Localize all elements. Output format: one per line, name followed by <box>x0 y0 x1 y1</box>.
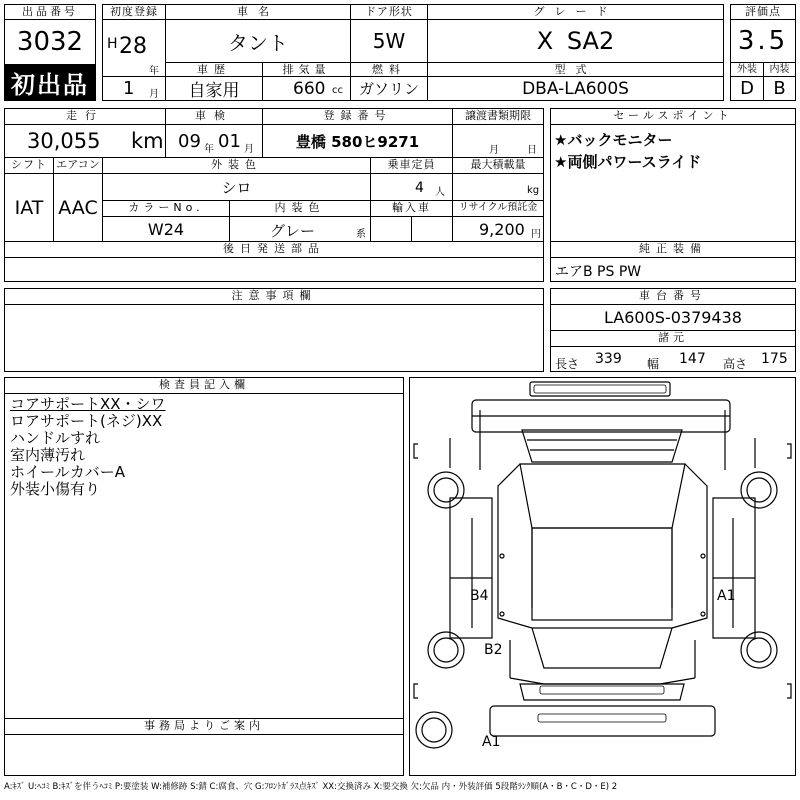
displacement-cell <box>262 76 351 101</box>
door-type: 5W <box>350 19 428 63</box>
specs-row <box>550 346 796 372</box>
car-diagram-svg <box>410 378 795 775</box>
displacement-header: 排気量 <box>262 62 351 77</box>
recycle-unit: 円 <box>531 229 541 240</box>
first-listing-badge: 初出品 <box>4 64 96 101</box>
fuel-header: 燃料 <box>350 62 428 77</box>
color-no: W24 <box>102 216 230 242</box>
sales-point: ★両側パワースライド <box>554 153 702 171</box>
genuine-equipment <box>550 257 796 282</box>
shift-type: IAT <box>4 173 54 242</box>
chassis-header: 車台番号 <box>550 288 796 305</box>
max-load-unit: kg <box>527 185 540 196</box>
inspection-year-unit: 年 <box>204 144 214 155</box>
first-reg-year: 28 <box>119 34 147 59</box>
sales-point: ★バックモニター <box>554 131 673 149</box>
transfer-header: 譲渡書類期限 <box>452 108 544 125</box>
color-no-header: カラーNo. <box>102 200 230 217</box>
office-notes <box>4 734 404 776</box>
later-parts <box>4 257 544 282</box>
recycle-cell <box>452 216 544 242</box>
width-label: 幅 <box>647 357 660 371</box>
fuel-type: ガソリン <box>350 76 428 101</box>
height-value: 175 <box>761 351 788 367</box>
genuine-header: 純正装備 <box>550 241 796 258</box>
mark-a1-bottom: A1 <box>482 734 501 750</box>
ext-color-header: 外装色 <box>102 157 371 174</box>
inspector-note: コアサポートXX・シワ <box>10 395 166 413</box>
displacement: 660 <box>293 79 326 99</box>
grade-header: グレード <box>427 4 724 20</box>
caution-header: 注意事項欄 <box>4 288 544 305</box>
later-parts-header: 後日発送部品 <box>4 241 544 258</box>
aircon-header: エアコン <box>53 157 103 174</box>
vehicle-history: 自家用 <box>165 76 263 101</box>
model-code: DBA-LA600S <box>427 76 724 101</box>
capacity-unit: 人 <box>435 187 445 198</box>
capacity-header: 乗車定員 <box>370 157 453 174</box>
sales-header: セールスポイント <box>550 108 796 125</box>
int-color: グレー <box>270 222 316 240</box>
recycle-fee: 9,200 <box>479 220 525 239</box>
int-score-header: 内装 <box>763 62 796 77</box>
genuine-value: エアB PS PW <box>555 264 642 280</box>
mark-a1-right: A1 <box>717 588 736 604</box>
mileage-header: 走行 <box>4 108 166 125</box>
first-reg-month: 1 <box>123 78 135 99</box>
recycle-header: リサイクル預託金 <box>452 200 544 217</box>
car-name: タント <box>165 19 351 63</box>
overall-score: 3.5 <box>730 19 796 63</box>
mileage-unit: km <box>131 129 164 153</box>
displacement-unit: cc <box>332 85 343 96</box>
width-value: 147 <box>679 351 706 367</box>
score-header: 評価点 <box>730 4 796 20</box>
caution-area <box>4 304 544 372</box>
registration-plate: 豊橋 580ヒ9271 <box>262 124 453 158</box>
import-cell-b <box>411 216 453 242</box>
ext-color: シロ <box>102 173 371 201</box>
max-load-cell <box>452 173 544 201</box>
lot-number-header: 出品番号 <box>4 4 96 20</box>
history-header: 車歴 <box>165 62 263 77</box>
first-reg-month-cell <box>102 76 166 101</box>
mark-b2: B2 <box>484 642 503 658</box>
ext-score-header: 外装 <box>730 62 764 77</box>
inspector-note: 室内薄汚れ <box>10 446 86 464</box>
first-reg-era: H <box>107 36 118 52</box>
ext-score: D <box>730 76 764 101</box>
inspector-notes <box>4 393 404 719</box>
length-label: 長さ <box>555 357 580 371</box>
max-load-header: 最大積載量 <box>452 157 544 174</box>
grade: X SA2 <box>427 19 724 63</box>
sales-points <box>550 124 796 242</box>
inspection-month-unit: 月 <box>244 144 254 155</box>
transfer-month-unit: 月 <box>489 145 499 156</box>
inspection-header: 車検 <box>165 108 263 125</box>
int-color-cell <box>229 216 371 242</box>
plate-header: 登録番号 <box>262 108 453 125</box>
car-diagram <box>409 377 796 776</box>
inspection-year: 09 <box>178 131 201 152</box>
office-header: 事務局よりご案内 <box>4 718 404 735</box>
length-value: 339 <box>595 351 622 367</box>
mileage: 30,055 <box>27 129 101 153</box>
inspection-cell <box>165 124 263 158</box>
inspector-header: 検査員記入欄 <box>4 377 404 394</box>
first-reg-month-unit: 月 <box>149 89 159 100</box>
first-reg-header: 初度登録 <box>102 4 166 20</box>
transfer-cell <box>452 124 544 158</box>
import-cell-a <box>370 216 412 242</box>
int-score: B <box>763 76 796 101</box>
transfer-day-unit: 日 <box>527 145 537 156</box>
chassis-number: LA600S-0379438 <box>550 304 796 331</box>
inspector-note: ホイールカバーA <box>10 463 125 481</box>
inspector-note: ロアサポート(ネジ)XX <box>10 412 163 430</box>
damage-legend: A:ｷｽﾞ U:ﾍｺﾐ B:ｷｽﾞを伴うﾍｺﾐ P:要塗装 W:補修跡 S:錆 C:腐食、穴 G:ﾌﾛﾝﾄｶﾞﾗｽ点ｷｽﾞ XX:交換済み X:要交換 欠:欠品 内・外装評価 5段階ﾗﾝｸ順(A・B・C・D・E) 2 <box>4 782 618 792</box>
height-label: 高さ <box>723 357 748 371</box>
import-header: 輸入車 <box>370 200 453 217</box>
int-color-unit: 系 <box>356 229 366 240</box>
first-reg-year-unit: 年 <box>149 66 159 77</box>
capacity-cell <box>370 173 453 201</box>
int-color-header: 内装色 <box>229 200 371 217</box>
car-name-header: 車名 <box>165 4 351 20</box>
first-reg-year-cell <box>102 19 166 77</box>
aircon-type: AAC <box>53 173 103 242</box>
specs-header: 諸元 <box>550 330 796 347</box>
mark-b4: B4 <box>470 588 489 604</box>
capacity: 4 <box>415 180 424 196</box>
inspector-note: 外装小傷有り <box>10 480 101 498</box>
model-header: 型式 <box>427 62 724 77</box>
lot-number: 3032 <box>4 19 96 65</box>
door-header: ドア形状 <box>350 4 428 20</box>
inspection-month: 01 <box>218 131 241 152</box>
shift-header: シフト <box>4 157 54 174</box>
inspector-note: ハンドルすれ <box>10 429 101 447</box>
mileage-cell <box>4 124 166 158</box>
